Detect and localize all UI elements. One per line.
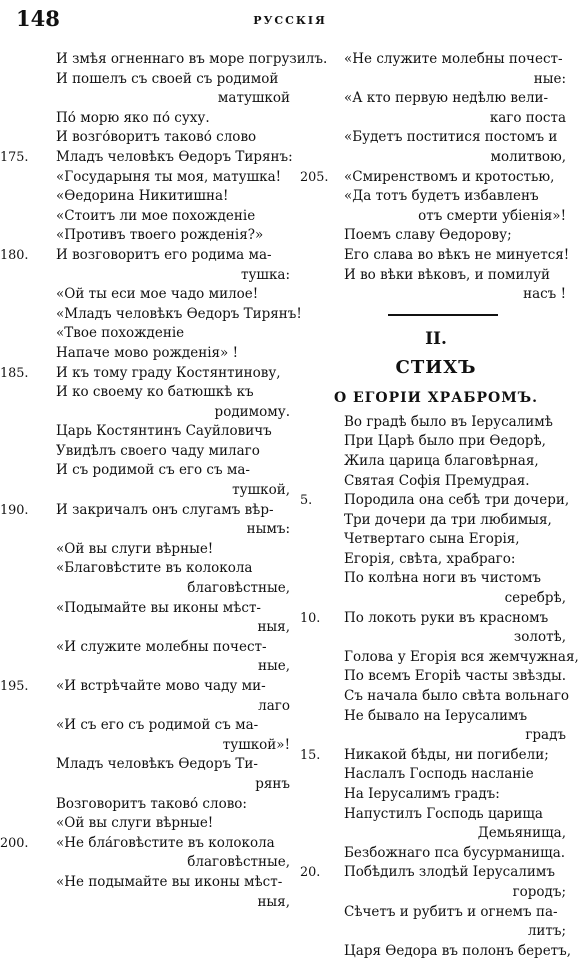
verse-line	[300, 628, 572, 648]
verse-line	[0, 266, 296, 286]
verse-line	[0, 344, 296, 364]
verse-line	[300, 89, 572, 109]
verse-line-text: Жила царица благовѣрная,	[344, 452, 539, 469]
verse-line-text: И къ тому граду Костянтинову,	[56, 364, 281, 381]
verse-line-text: Породила она себѣ три дочери,	[344, 492, 570, 509]
verse-line	[300, 187, 572, 207]
page-header	[0, 6, 580, 36]
verse-line	[300, 266, 572, 286]
verse-line	[300, 589, 572, 609]
verse-line	[0, 226, 296, 246]
verse-line-text: Младъ человѣкъ Ѳедоръ Тирянъ:	[56, 148, 293, 165]
verse-line-continuation: серебрѣ,	[504, 590, 566, 607]
verse-line	[0, 873, 296, 893]
verse-line-text: «Твое похожденіе	[56, 325, 185, 342]
verse-line	[0, 324, 296, 344]
verse-line	[300, 491, 572, 511]
line-number: 200.	[0, 835, 29, 851]
verse-line	[0, 305, 302, 325]
verse-line-text: И возго́воритъ таково́ слово	[56, 129, 257, 146]
verse-line-text: Голова у Егорія вся жемчужная,	[344, 648, 579, 665]
verse-line-text: Святая Софія Премудрая.	[344, 472, 530, 489]
verse-line	[300, 511, 572, 531]
verse-line-text: Наслалъ Господь насланіе	[344, 766, 534, 783]
verse-line-continuation: Демьянища,	[477, 825, 566, 842]
verse-line	[300, 687, 572, 707]
verse-line-text: «Ой ты еси мое чадо милое!	[56, 286, 259, 303]
section-title: СТИХЪ	[395, 356, 477, 378]
line-number: 175.	[0, 149, 29, 165]
verse-line-text: И во вѣки вѣковъ, и помилуй	[344, 266, 551, 283]
verse-line	[300, 707, 572, 727]
verse-line	[0, 168, 296, 188]
verse-line-continuation: рянъ	[255, 775, 290, 792]
verse-line-text: «И встрѣчайте мово чаду ми-	[56, 678, 266, 694]
line-number: 190.	[0, 502, 29, 518]
verse-line-text: «Не бла́говѣстите въ колокола	[56, 834, 275, 851]
verse-line	[300, 207, 572, 227]
verse-line	[0, 481, 296, 501]
line-number: 5.	[300, 493, 313, 509]
verse-line-continuation: отъ смерти убіенія»!	[418, 207, 566, 224]
line-number: 185.	[0, 365, 29, 381]
verse-line	[300, 50, 572, 70]
verse-line	[0, 364, 296, 384]
verse-line-text: И закричалъ онъ слугамъ вѣр-	[56, 501, 274, 518]
verse-line	[300, 128, 572, 148]
verse-line	[300, 667, 572, 687]
verse-line-continuation: ные,	[257, 658, 290, 675]
verse-line	[300, 285, 572, 305]
verse-line-continuation: молитвою,	[490, 148, 566, 165]
section-number: II.	[425, 328, 447, 349]
verse-line	[0, 834, 296, 854]
verse-line	[300, 942, 572, 961]
verse-line-continuation: лаго	[258, 697, 290, 714]
verse-line-continuation: литъ;	[527, 923, 566, 940]
verse-line	[0, 128, 296, 148]
verse-line-continuation: благовѣстные,	[187, 580, 290, 597]
verse-line	[0, 755, 296, 775]
verse-line	[0, 736, 296, 756]
verse-line	[0, 814, 296, 834]
verse-line-text: Возговоритъ таково́ слово:	[56, 795, 247, 812]
verse-line	[0, 599, 296, 619]
line-number: 10.	[300, 610, 321, 626]
verse-line	[300, 785, 572, 805]
verse-line	[0, 187, 296, 207]
verse-line	[0, 697, 296, 717]
verse-line-text: По́ морю яко по́ суху.	[56, 109, 210, 126]
verse-line-continuation: ные:	[533, 70, 566, 87]
verse-line	[300, 746, 572, 766]
verse-line	[300, 413, 572, 433]
verse-line	[0, 716, 296, 736]
verse-line-continuation: тушка:	[241, 266, 290, 283]
verse-line	[0, 657, 296, 677]
poem-body	[300, 413, 579, 961]
verse-line-text: «Ѳедорина Никитишна!	[56, 188, 229, 205]
verse-line	[0, 677, 296, 697]
line-number: 15.	[300, 747, 321, 763]
verse-line-text: «Подымайте вы иконы мѣст-	[56, 599, 261, 616]
line-number: 20.	[300, 865, 321, 881]
verse-line	[300, 883, 572, 903]
verse-line-text: «Да тотъ будетъ избавленъ	[344, 188, 539, 205]
verse-line	[300, 226, 572, 246]
verse-line-text: «А кто первую недѣлю вели-	[344, 90, 549, 107]
verse-line-text: «Смиренствомъ и кротостью,	[344, 168, 555, 185]
verse-line	[0, 795, 296, 815]
verse-line-continuation: тушкой»!	[222, 736, 290, 753]
verse-line	[0, 520, 296, 540]
verse-line-text: И возговоритъ его родима ма-	[56, 246, 272, 263]
verse-line-text: «Государыня ты моя, матушка!	[56, 168, 282, 185]
verse-line	[0, 501, 296, 521]
verse-line-text: Безбожнаго пса бусурманища.	[344, 844, 566, 861]
verse-line-text: «Благовѣстите въ колокола	[56, 560, 253, 577]
verse-line-continuation: золотѣ,	[513, 629, 566, 646]
verse-line	[0, 559, 296, 579]
line-number: 205.	[300, 169, 329, 185]
verse-line	[300, 70, 572, 90]
verse-line-text: И съ родимой съ его съ ма-	[56, 462, 250, 479]
verse-line	[300, 844, 572, 864]
verse-line	[0, 383, 296, 403]
verse-line-text: Сѣчетъ и рубитъ и огнемъ па-	[344, 903, 558, 920]
verse-line	[300, 109, 572, 129]
verse-line-text: «Младъ человѣкъ Ѳедоръ Тирянъ!	[56, 305, 302, 322]
verse-line	[300, 903, 572, 923]
section-subtitle: О ЕГОРІИ ХРАБРОМЪ.	[333, 389, 539, 406]
verse-line	[0, 89, 296, 109]
verse-line-continuation: родимому.	[214, 403, 290, 420]
line-number: 180.	[0, 247, 29, 263]
verse-line-text: «Стоитъ ли мое похожденіе	[56, 207, 256, 224]
right-column	[300, 50, 579, 961]
verse-line	[300, 452, 572, 472]
verse-line	[0, 403, 296, 423]
verse-line-continuation: ныя,	[257, 619, 290, 636]
verse-line	[0, 148, 296, 168]
verse-line	[0, 853, 296, 873]
verse-line-text: «Ой вы слуги вѣрные!	[56, 815, 214, 832]
verse-line	[300, 550, 572, 570]
verse-line-text: И пошелъ съ своей съ родимой	[56, 70, 279, 87]
verse-line	[300, 569, 572, 589]
verse-line	[300, 148, 572, 168]
verse-line-text: Царя Ѳедора въ полонъ беретъ,	[344, 942, 572, 959]
poem-ending	[300, 50, 572, 305]
verse-line-text: Младъ человѣкъ Ѳедоръ Ти-	[56, 756, 258, 773]
verse-line	[300, 432, 572, 452]
verse-line-text: Его слава во вѣкъ не минуется!	[344, 246, 570, 263]
verse-line	[0, 70, 296, 90]
verse-line-text: Никакой бѣды, ни погибели;	[344, 746, 549, 763]
verse-line-text: При Царѣ было при Ѳедорѣ,	[344, 433, 546, 450]
verse-line	[300, 648, 579, 668]
verse-line	[300, 530, 572, 550]
verse-line	[0, 540, 296, 560]
verse-line	[0, 638, 296, 658]
verse-line	[300, 805, 572, 825]
verse-line-text: Четвертаго сына Егорія,	[344, 531, 520, 548]
verse-line-continuation: ныя,	[257, 893, 290, 910]
verse-line	[0, 442, 296, 462]
verse-line	[300, 824, 572, 844]
verse-line	[300, 472, 572, 492]
verse-line	[0, 893, 296, 913]
verse-line	[0, 285, 296, 305]
verse-line-text: Во градѣ было въ Іерусалимѣ	[344, 413, 553, 430]
verse-line-text: Царь Костянтинъ Сауйловичъ	[56, 423, 272, 440]
verse-line	[0, 618, 296, 638]
verse-line-text: По колѣна ноги въ чистомъ	[344, 570, 541, 587]
verse-line-text: Увидѣлъ своего чаду милаго	[56, 442, 260, 459]
verse-line	[300, 246, 572, 266]
verse-line-text: Съ начала было свѣта вольнаго	[344, 688, 570, 705]
verse-line-text: Побѣдилъ злодѣй Іерусалимъ	[344, 864, 555, 881]
section-divider	[300, 305, 572, 325]
verse-line-text: На Іерусалимъ градъ:	[344, 786, 500, 802]
verse-line-text: «И съ его съ родимой съ ма-	[56, 717, 259, 734]
verse-line-text: «Будетъ поститися постомъ и	[344, 129, 558, 146]
verse-line-text: Не бывало на Іерусалимъ	[344, 707, 528, 724]
verse-line-text: «Не служите молебны почест-	[344, 51, 563, 67]
verse-line	[0, 579, 296, 599]
verse-line	[0, 109, 296, 129]
verse-line-continuation: благовѣстные,	[187, 854, 290, 871]
verse-line-text: Три дочери да три любимыя,	[344, 511, 552, 528]
verse-line-continuation: городъ;	[512, 883, 566, 900]
verse-line	[300, 765, 572, 785]
verse-line	[0, 461, 296, 481]
verse-line	[300, 922, 572, 942]
verse-line	[300, 609, 572, 629]
verse-line-text: «Не подымайте вы иконы мѣст-	[56, 873, 283, 890]
verse-line-text: По локоть руки въ красномъ	[344, 609, 549, 626]
verse-line-continuation: градъ	[525, 727, 566, 744]
verse-line	[0, 246, 296, 266]
verse-line-text: И ко своему ко батюшкѣ къ	[56, 384, 254, 401]
verse-line	[0, 50, 328, 70]
verse-line-continuation: насъ !	[523, 286, 566, 303]
verse-line-continuation: каго поста	[489, 109, 566, 126]
verse-line-text: И змѣя огненнаго въ море погрузилъ.	[56, 51, 328, 67]
line-number: 195.	[0, 679, 29, 694]
verse-line	[0, 207, 296, 227]
page-number: 148	[16, 6, 60, 31]
verse-line-text: Егорія, свѣта, храбраго:	[344, 550, 516, 567]
verse-line	[0, 422, 296, 442]
verse-line-continuation: матушкой	[217, 90, 290, 107]
verse-line-text: «Противъ твоего рожденія?»	[56, 227, 264, 244]
verse-line-text: Напаче мово рожденія» !	[56, 344, 239, 361]
verse-line	[300, 726, 572, 746]
verse-line	[300, 168, 572, 188]
verse-line	[0, 775, 296, 795]
verse-line-text: «И служите молебны почест-	[56, 638, 267, 655]
running-title: РУССКІЯ	[253, 14, 327, 27]
verse-line-text: «Ой вы слуги вѣрные!	[56, 540, 214, 557]
verse-line	[300, 863, 572, 883]
verse-line-continuation: нымъ:	[246, 521, 290, 538]
verse-line-text: По всемъ Егоріѣ часты звѣзды.	[344, 668, 567, 685]
verse-line-text: Напустилъ Господь царища	[344, 805, 543, 822]
verse-line-text: Поемъ славу Ѳедорову;	[344, 227, 512, 244]
verse-line-continuation: тушкой,	[232, 482, 290, 499]
